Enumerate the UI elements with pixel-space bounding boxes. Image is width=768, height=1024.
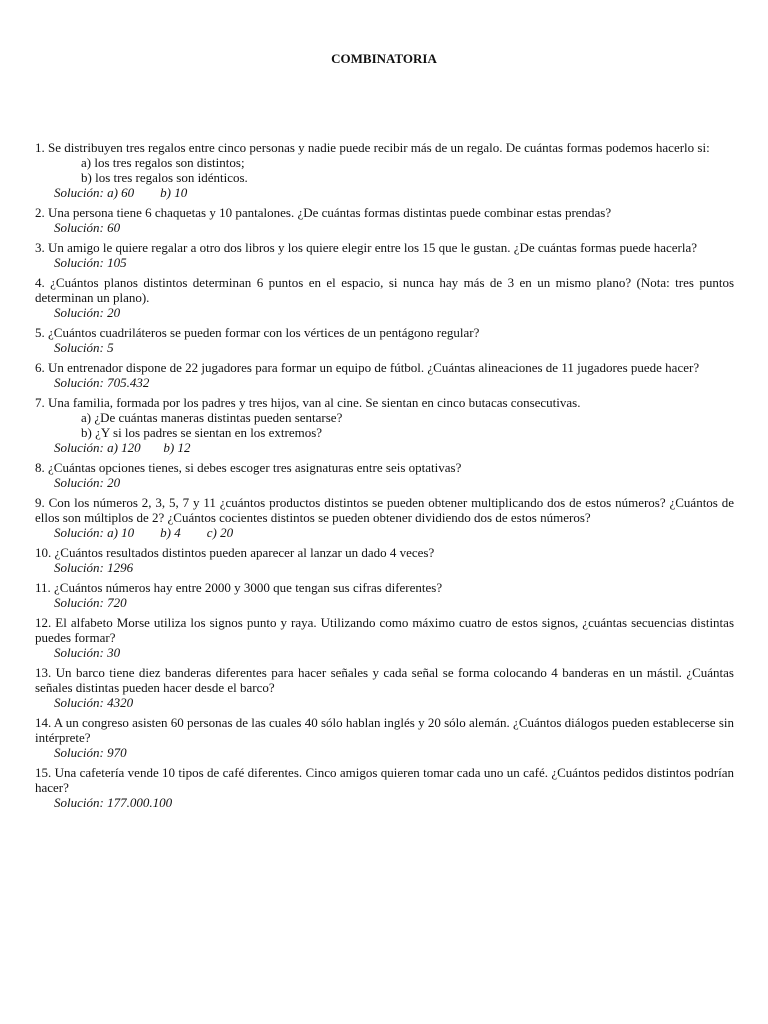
problem-solution: Solución: 1296 (54, 560, 134, 575)
problem-item (35, 765, 734, 810)
problem-solution: Solución: 20 (54, 475, 121, 490)
problem-item (35, 360, 734, 390)
problem-solution: Solución: a) 60 b) 10 (54, 185, 188, 200)
problem-statement: 13. Un barco tiene diez banderas diferentes para hacer señales y cada señal se forma colocando 4 banderas en un mástil. ¿Cuántas señales distintas pueden hacer desde el barco? (35, 665, 734, 695)
problem-item (35, 665, 734, 710)
problem-item (35, 205, 734, 235)
problem-statement: 10. ¿Cuántos resultados distintos pueden aparecer al lanzar un dado 4 veces? (35, 545, 435, 560)
problem-item (35, 460, 734, 490)
problem-solution: Solución: 105 (54, 255, 127, 270)
problem-statement: 7. Una familia, formada por los padres y tres hijos, van al cine. Se sientan en cinco butacas consecutivas. (35, 395, 581, 410)
problem-statement: 5. ¿Cuántos cuadriláteros se pueden formar con los vértices de un pentágono regular? (35, 325, 480, 340)
problem-subitem: a) ¿De cuántas maneras distintas pueden sentarse? (81, 410, 343, 425)
problem-solution: Solución: 970 (54, 745, 127, 760)
problem-statement: 8. ¿Cuántas opciones tienes, si debes escoger tres asignaturas entre seis optativas? (35, 460, 462, 475)
problem-item (35, 545, 734, 575)
problem-statement: 14. A un congreso asisten 60 personas de las cuales 40 sólo hablan inglés y 20 sólo alemán. ¿Cuántos diálogos pueden establecerse sin intérprete? (35, 715, 734, 745)
problem-solution: Solución: 4320 (54, 695, 134, 710)
problem-statement: 15. Una cafetería vende 10 tipos de café diferentes. Cinco amigos quieren tomar cada uno un café. ¿Cuántos pedidos distintos podrían hacer? (35, 765, 734, 795)
problem-statement: 12. El alfabeto Morse utiliza los signos punto y raya. Utilizando como máximo cuatro de estos signos, ¿cuántas secuencias distintas puedes formar? (35, 615, 734, 645)
problem-item (35, 495, 734, 540)
problem-subitem: b) los tres regalos son idénticos. (81, 170, 248, 185)
problem-statement: 1. Se distribuyen tres regalos entre cinco personas y nadie puede recibir más de un regalo. De cuántas formas podemos hacerlo si: (35, 140, 710, 155)
problem-solution: Solución: a) 10 b) 4 c) 20 (54, 525, 234, 540)
problem-statement: 11. ¿Cuántos números hay entre 2000 y 3000 que tengan sus cifras diferentes? (35, 580, 443, 595)
problem-solution: Solución: 720 (54, 595, 127, 610)
problem-statement: 3. Un amigo le quiere regalar a otro dos libros y los quiere elegir entre los 15 que le gustan. ¿De cuántas formas puede hacerla? (35, 240, 698, 255)
problem-item (35, 240, 734, 270)
problem-solution: Solución: 30 (54, 645, 121, 660)
problem-item (35, 140, 734, 200)
problem-solution: Solución: 20 (54, 305, 121, 320)
problem-subitem: b) ¿Y si los padres se sientan en los extremos? (81, 425, 323, 440)
problem-solution: Solución: 60 (54, 220, 121, 235)
problem-item (35, 580, 734, 610)
problem-item (35, 395, 734, 455)
problem-solution: Solución: a) 120 b) 12 (54, 440, 191, 455)
problem-subitem: a) los tres regalos son distintos; (81, 155, 245, 170)
problem-solution: Solución: 705.432 (54, 375, 150, 390)
problem-list (35, 140, 734, 815)
problem-statement: 4. ¿Cuántos planos distintos determinan 6 puntos en el espacio, si nunca hay más de 3 en un mismo plano? (Nota: tres puntos determinan un plano). (35, 275, 734, 305)
problem-item (35, 275, 734, 320)
page-title: COMBINATORIA (331, 51, 437, 66)
problem-item (35, 325, 734, 355)
problem-solution: Solución: 177.000.100 (54, 795, 173, 810)
problem-statement: 2. Una persona tiene 6 chaquetas y 10 pantalones. ¿De cuántas formas distintas puede combinar estas prendas? (35, 205, 612, 220)
problem-item (35, 715, 734, 760)
problem-statement: 6. Un entrenador dispone de 22 jugadores para formar un equipo de fútbol. ¿Cuántas alineaciones de 11 jugadores puede hacer? (35, 360, 700, 375)
problem-item (35, 615, 734, 660)
problem-solution: Solución: 5 (54, 340, 114, 355)
problem-statement: 9. Con los números 2, 3, 5, 7 y 11 ¿cuántos productos distintos se pueden obtener multiplicando dos de estos números? ¿Cuántos de ellos son múltiplos de 2? ¿Cuántos cocientes distintos se pueden obtener dividiendo dos de estos números? (35, 495, 734, 525)
